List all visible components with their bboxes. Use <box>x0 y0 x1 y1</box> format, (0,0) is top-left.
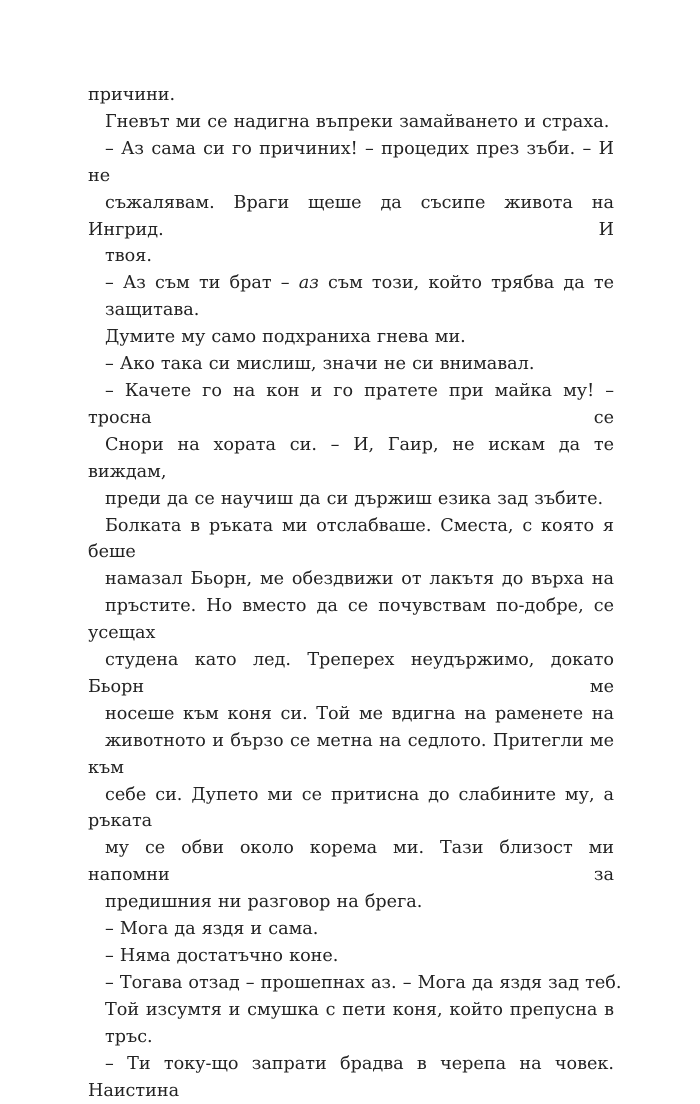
text-line: – Ако така си мислиш, значи не си внимавал. <box>105 354 535 375</box>
text-line: защитава. <box>105 300 200 321</box>
paragraph <box>88 324 614 351</box>
text-line: себе си. Дупето ми се притисна до слабините му, а ръката <box>88 784 614 832</box>
text-line: предишния ни разговор на брега. <box>105 892 423 913</box>
text-line: пръстите. Но вместо да се почувствам по-добре, се усещах <box>88 596 614 644</box>
text-line: му се обви около корема ми. Тази близост ми напомни за <box>88 838 614 886</box>
text-line <box>88 270 614 297</box>
text-line: намазал Бьорн, ме обездвижи от лакътя до върха на <box>105 569 614 590</box>
text-line: животното и бързо се метна на седлото. Притегли ме към <box>88 730 614 778</box>
text-line: – Мога да яздя и сама. <box>105 919 319 940</box>
text-line: тръс. <box>105 1026 153 1047</box>
paragraph <box>88 943 614 970</box>
text-line: студена като лед. Треперех неудържимо, докато Бьорн ме <box>88 650 614 697</box>
paragraph <box>88 916 614 943</box>
text-segment: съм този, който трябва да те <box>318 273 614 294</box>
paragraph <box>88 109 614 136</box>
text-line: причини. <box>88 85 176 105</box>
text-line: – Аз сама си го причиних! – процедих през зъби. – И не <box>88 138 614 186</box>
text-line: твоя. <box>105 246 152 267</box>
text-line: Болката в ръката ми отслабваше. Сместа, с която я беше <box>88 515 614 563</box>
text-line: Гневът ми се надигна въпреки замайването и страха. <box>105 111 610 132</box>
paragraph <box>88 513 614 917</box>
text-line: преди да се научиш да си държиш езика зад зъбите. <box>105 488 604 509</box>
text-line: Снори на хората си. – И, Гаир, не искам да те виждам, <box>88 434 614 482</box>
paragraph <box>88 970 622 997</box>
text-segment: – Аз съм ти брат – <box>105 273 299 294</box>
text-line: – Няма достатъчно коне. <box>105 946 339 966</box>
italic-text: аз <box>298 273 319 294</box>
text-line: – Ти току-що запрати брадва в черепа на човек. Наистина <box>88 1053 614 1101</box>
text-line: Той изсумтя и смушка с пети коня, който препусна в <box>105 999 614 1020</box>
paragraph <box>88 1051 614 1104</box>
paragraph <box>88 378 614 513</box>
text-line: Думите му само подхраниха гнева ми. <box>105 327 466 348</box>
text-line: носеше към коня си. Той ме вдигна на раменете на <box>105 703 614 724</box>
paragraph <box>88 270 614 324</box>
text-line: съжалявам. Враги щеше да съсипе живота на Ингрид. И <box>88 192 614 240</box>
text-line: – Тогава отзад – прошепнах аз. – Мога да яздя зад теб. <box>105 972 622 993</box>
paragraph <box>88 136 614 271</box>
paragraph <box>88 351 614 378</box>
paragraph <box>88 82 614 109</box>
text-line: – Качете го на кон и го пратете при майка му! – тросна се <box>88 380 614 428</box>
paragraph <box>88 997 614 1051</box>
